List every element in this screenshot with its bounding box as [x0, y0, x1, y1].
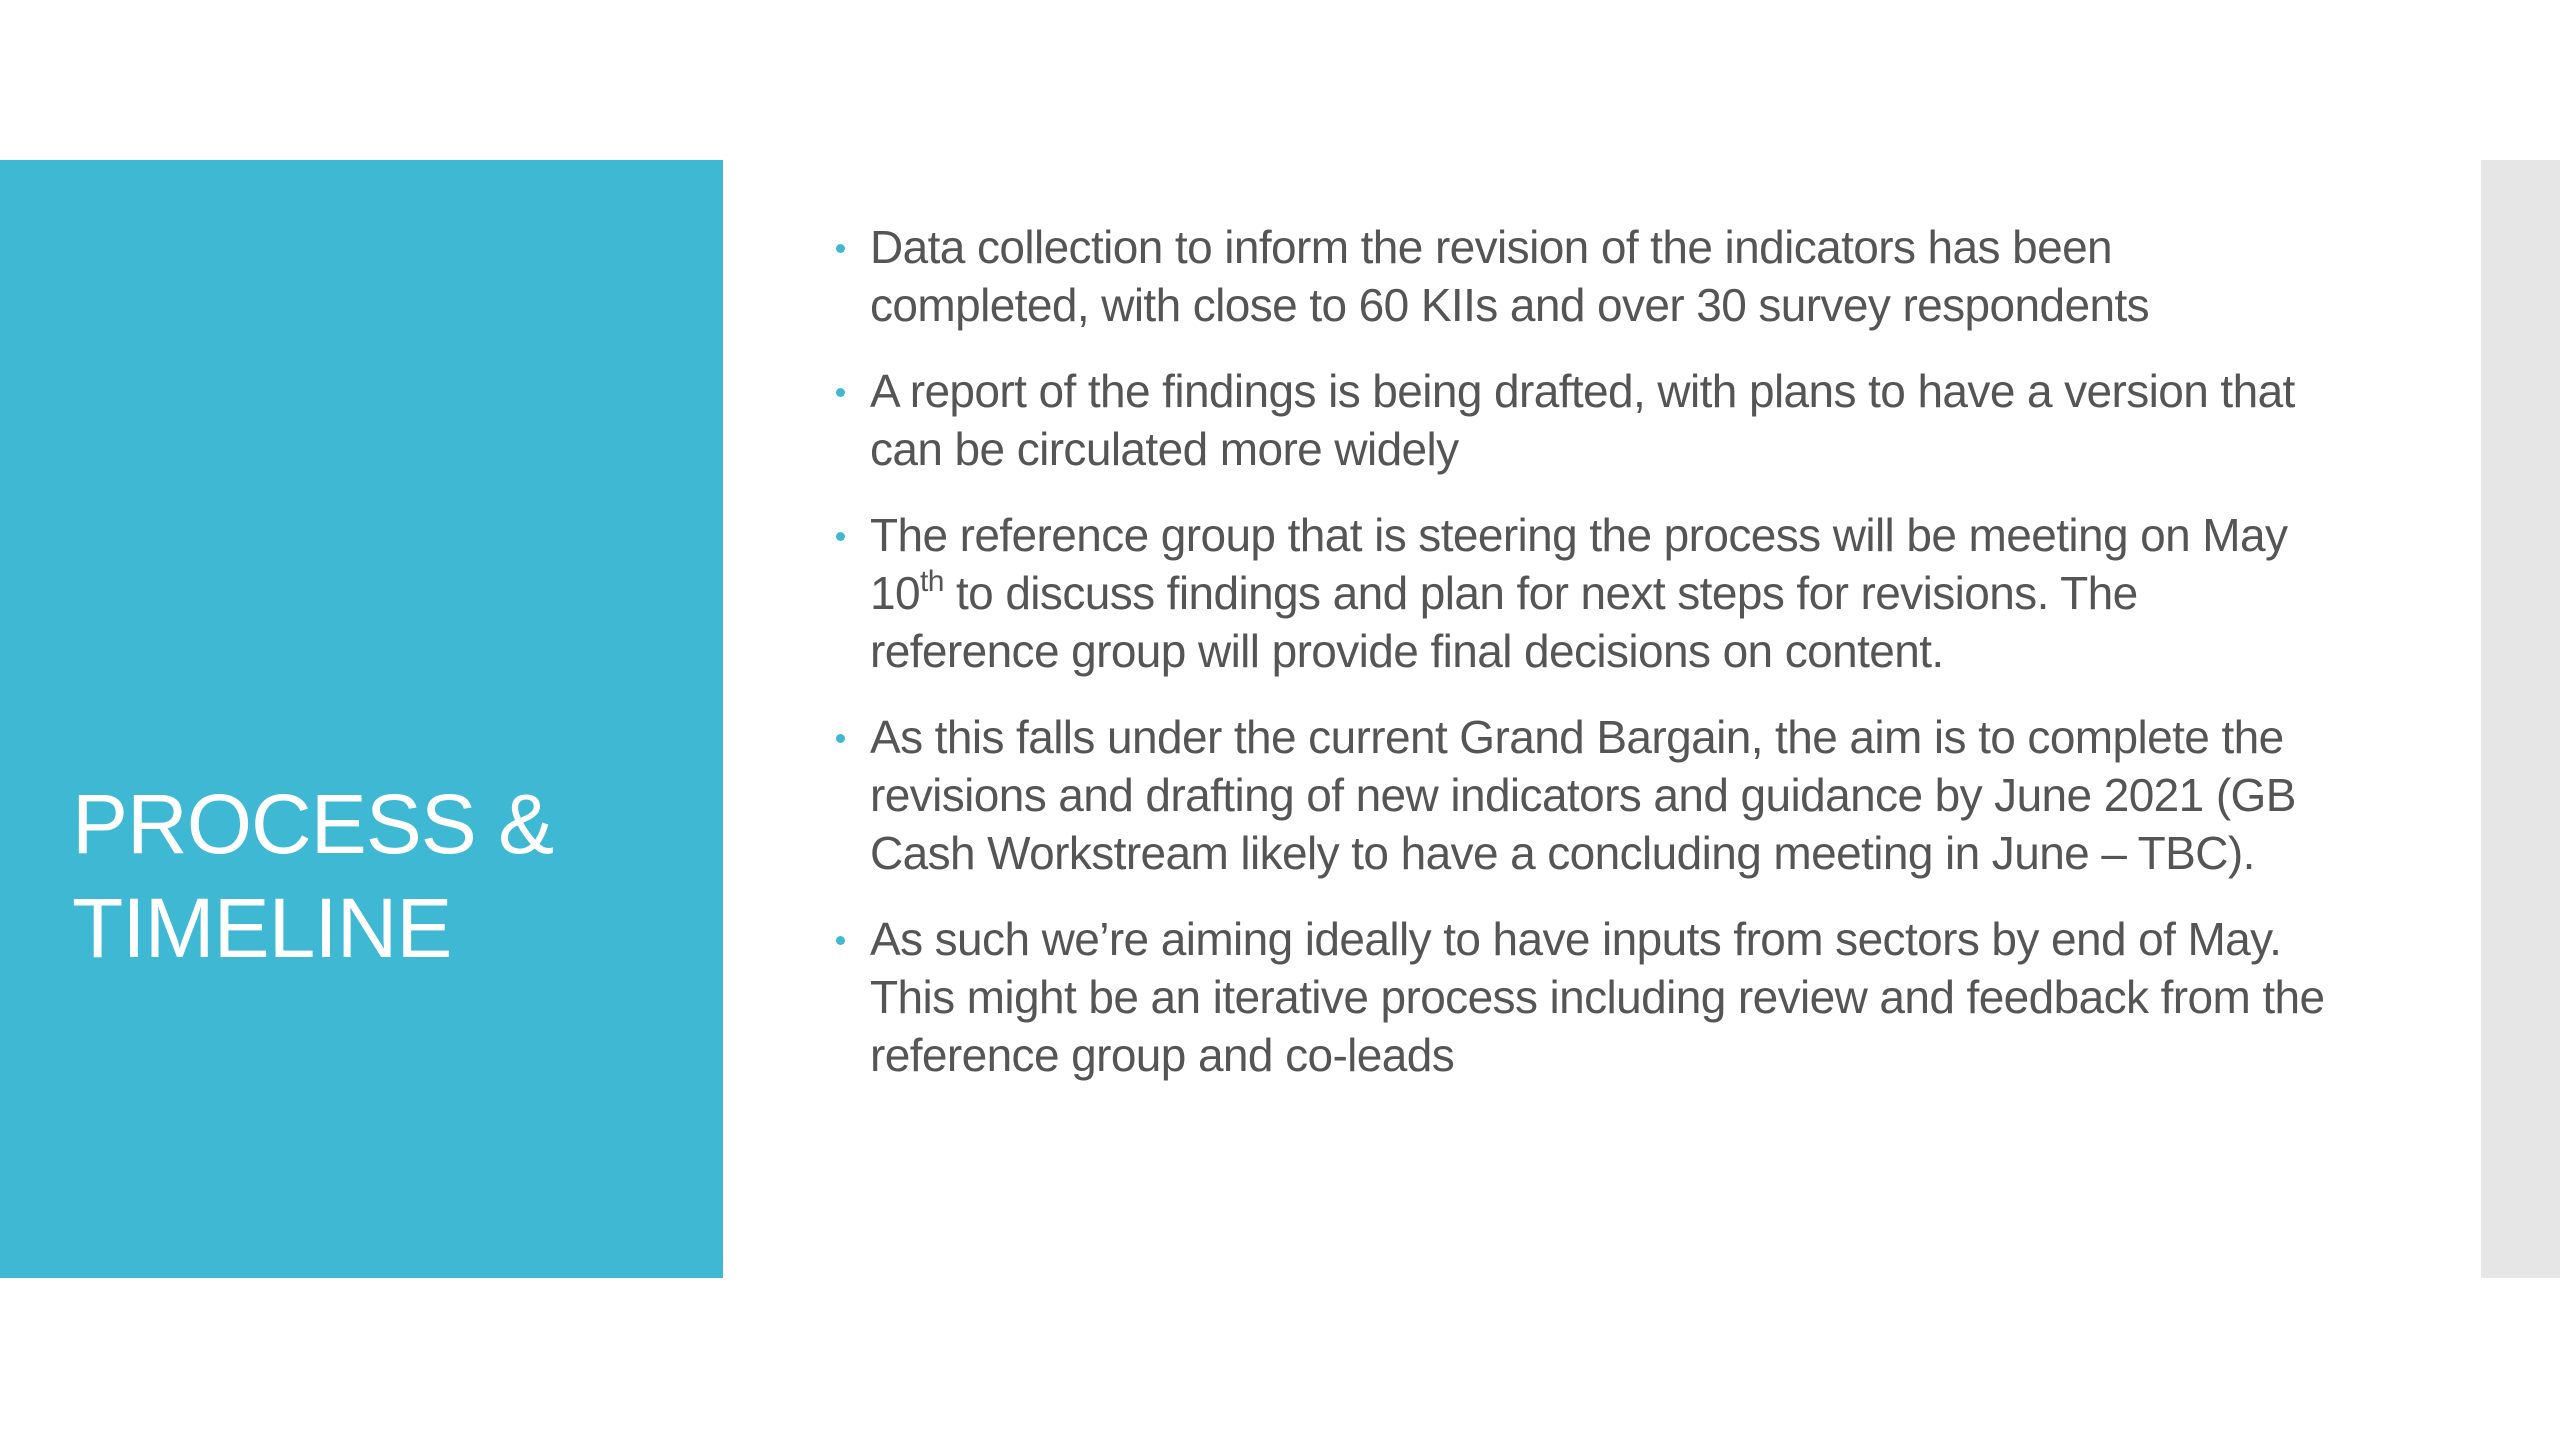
- slide-title-line-2: TIMELINE: [72, 881, 452, 975]
- bullet-text: A report of the findings is being drafted, with plans to have a version that can be circulated more widely: [870, 365, 2295, 475]
- bullet-item: [830, 506, 2330, 680]
- title-panel: [0, 160, 723, 1278]
- bullet-list: [830, 218, 2330, 1112]
- bullet-item: [830, 910, 2330, 1084]
- bullet-item: [830, 218, 2330, 334]
- slide-title: [72, 772, 692, 980]
- bullet-text: As such we’re aiming ideally to have inputs from sectors by end of May. This might be an iterative process including review and feedback from the reference group and co-leads: [870, 913, 2325, 1081]
- bullet-dot-icon: [836, 532, 845, 541]
- ordinal-superscript: th: [919, 565, 944, 598]
- bullet-dot-icon: [836, 388, 845, 397]
- bullet-dot-icon: [836, 936, 845, 945]
- bullet-text-part: The reference group that is steering the process will be meeting on May 10: [870, 509, 2288, 619]
- bullet-text: As this falls under the current Grand Bargain, the aim is to complete the revisions and drafting of new indicators and guidance by June 2021 (GB Cash Workstream likely to have a concluding meeting in June – TBC).: [870, 711, 2296, 879]
- bullet-item: [830, 708, 2330, 882]
- bullet-text-part: to discuss findings and plan for next steps for revisions. The reference group will provide final decisions on content.: [870, 567, 2138, 677]
- bullet-text: [870, 506, 2330, 680]
- bullet-item: [830, 362, 2330, 478]
- bullet-dot-icon: [836, 734, 845, 743]
- slide-title-line-1: PROCESS &: [72, 777, 554, 871]
- bullet-text: Data collection to inform the revision of the indicators has been completed, with close to 60 KIIs and over 30 survey respondents: [870, 221, 2150, 331]
- right-accent-bar: [2481, 160, 2560, 1278]
- bullet-dot-icon: [836, 244, 845, 253]
